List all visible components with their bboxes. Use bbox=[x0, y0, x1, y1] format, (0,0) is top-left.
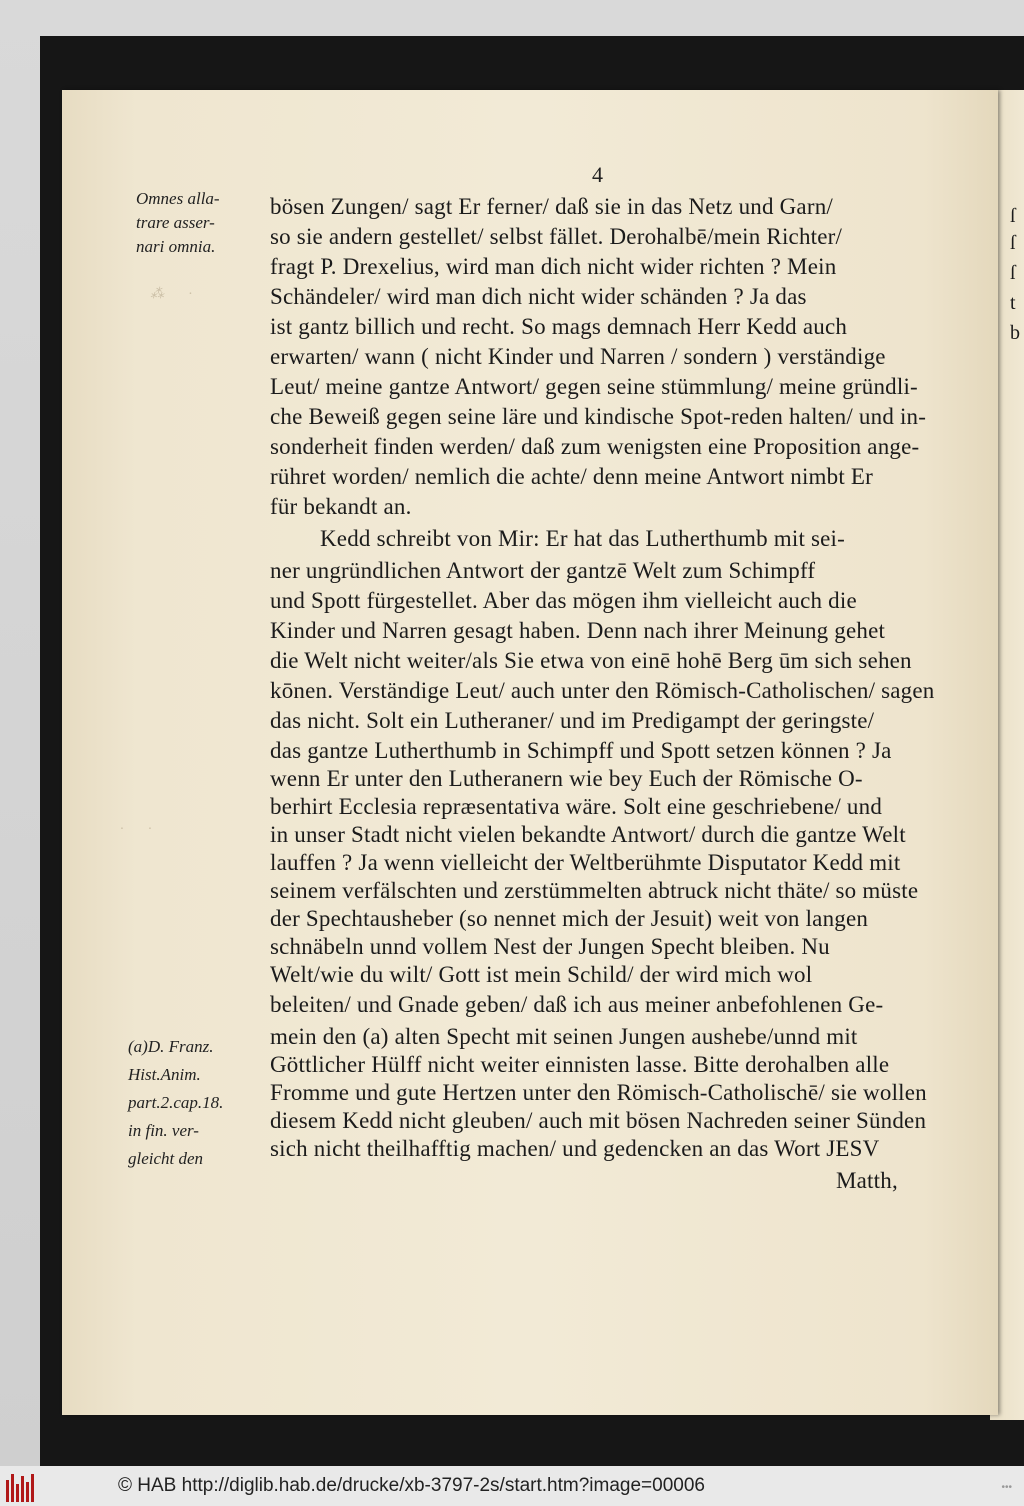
next-page-fragment: ſ bbox=[1010, 205, 1016, 227]
margin-note-line: trare asser- bbox=[136, 213, 215, 232]
next-page-fragment: t bbox=[1010, 292, 1016, 314]
text-line: Welt/wie du wilt/ Gott ist mein Schild/ der wird mich wol bbox=[270, 962, 813, 987]
text-line: mein den (a) alten Specht mit seinen Jungen aushebe/unnd mit bbox=[270, 1024, 858, 1049]
text-line: die Welt nicht weiter/als Sie etwa von einē hohē Berg ūm sich sehen bbox=[270, 648, 912, 673]
text-line: fragt P. Drexelius, wird man dich nicht wider richten ? Mein bbox=[270, 254, 837, 279]
page-number: 4 bbox=[592, 162, 603, 187]
text-line: beleiten/ und Gnade geben/ daß ich aus meiner anbefohlenen Ge- bbox=[270, 992, 884, 1017]
text-line: rühret worden/ nemlich die achte/ denn meine Antwort nimbt Er bbox=[270, 464, 874, 489]
next-page-fragment: b bbox=[1010, 322, 1020, 344]
text-line: Fromme und gute Hertzen unter den Römisch-Catholischē/ sie wollen bbox=[270, 1080, 927, 1105]
hab-logo-icon bbox=[6, 1472, 34, 1502]
text-line: diesem Kedd nicht gleuben/ auch mit bösen Nachreden seiner Sünden bbox=[270, 1108, 927, 1133]
text-line: und Spott fürgestellet. Aber das mögen ihm vielleicht auch die bbox=[270, 588, 857, 613]
text-line: Göttlicher Hülff nicht weiter einnisten lasse. Bitte derohalben alle bbox=[270, 1052, 890, 1077]
text-line: ist gantz billich und recht. So mags demnach Herr Kedd auch bbox=[270, 314, 848, 339]
text-line: wenn Er unter den Lutheranern wie bey Euch der Römische O- bbox=[270, 766, 863, 791]
footnote-line: (a)D. Franz. bbox=[128, 1037, 214, 1056]
text-line: schnäbeln unnd vollem Nest der Jungen Specht bleiben. Nu bbox=[270, 934, 830, 959]
text-line: che Beweiß gegen seine läre und kindische Spot-reden halten/ und in- bbox=[270, 404, 927, 429]
show-through-text: · · bbox=[120, 822, 152, 837]
footnote-line: Hist.Anim. bbox=[128, 1065, 201, 1084]
text-line: das nicht. Solt ein Lutheraner/ und im Predigampt der geringste/ bbox=[270, 708, 875, 733]
text-line: Leut/ meine gantze Antwort/ gegen seine stümmlung/ meine gründli- bbox=[270, 374, 918, 399]
text-line: Kedd schreibt von Mir: Er hat das Lutherthumb mit sei- bbox=[320, 526, 845, 551]
text-line: lauffen ? Ja wenn vielleicht der Weltberühmte Disputator Kedd mit bbox=[270, 850, 901, 875]
catchword: Matth, bbox=[836, 1168, 898, 1193]
show-through-text: ⁂ · bbox=[150, 287, 192, 302]
text-line: erwarten/ wann ( nicht Kinder und Narren / sondern ) verständige bbox=[270, 344, 886, 369]
next-page-fragment: ſ bbox=[1010, 232, 1016, 254]
margin-note-line: nari omnia. bbox=[136, 237, 216, 256]
text-line: seinem verfälschten und zerstümmelten abtruck nicht thäte/ so müste bbox=[270, 878, 919, 903]
more-icon[interactable]: ••• bbox=[1001, 1482, 1012, 1493]
text-line: so sie andern gestellet/ selbst fället. Derohalbē/mein Richter/ bbox=[270, 224, 843, 249]
text-line: ner ungründlichen Antwort der gantzē Welt zum Schimpff bbox=[270, 558, 816, 583]
text-line: sonderheit finden werden/ daß zum wenigsten eine Proposition ange- bbox=[270, 434, 920, 459]
footnote-line: part.2.cap.18. bbox=[128, 1093, 224, 1112]
footnote-line: gleicht den bbox=[128, 1149, 204, 1168]
margin-note-line: Omnes alla- bbox=[136, 189, 220, 208]
text-line: berhirt Ecclesia repræsentativa wäre. Solt eine geschriebene/ und bbox=[270, 794, 883, 819]
text-line: der Spechtausheber (so nennet mich der Jesuit) weit von langen bbox=[270, 906, 869, 931]
footnote-line: in fin. ver- bbox=[128, 1121, 199, 1140]
text-line: Schändeler/ wird man dich nicht wider schänden ? Ja das bbox=[270, 284, 807, 309]
text-line: für bekandt an. bbox=[270, 494, 412, 519]
next-page-fragment: ſ bbox=[1010, 262, 1016, 284]
text-line: sich nicht theilhafftig machen/ und gedencken an das Wort JESV bbox=[270, 1136, 880, 1161]
text-line: bösen Zungen/ sagt Er ferner/ daß sie in das Netz und Garn/ bbox=[270, 194, 833, 219]
text-line: das gantze Lutherthumb in Schimpff und Spott setzen können ? Ja bbox=[270, 738, 892, 763]
text-line: in unser Stadt nicht vielen bekandte Antwort/ durch die gantze Welt bbox=[270, 822, 906, 847]
text-line: kōnen. Verständige Leut/ auch unter den Römisch-Catholischen/ sagen bbox=[270, 678, 935, 703]
copyright-url[interactable]: © HAB http://diglib.hab.de/drucke/xb-3797-2s/start.htm?image=00006 bbox=[118, 1475, 705, 1496]
text-line: Kinder und Narren gesagt haben. Denn nach ihrer Meinung gehet bbox=[270, 618, 886, 643]
